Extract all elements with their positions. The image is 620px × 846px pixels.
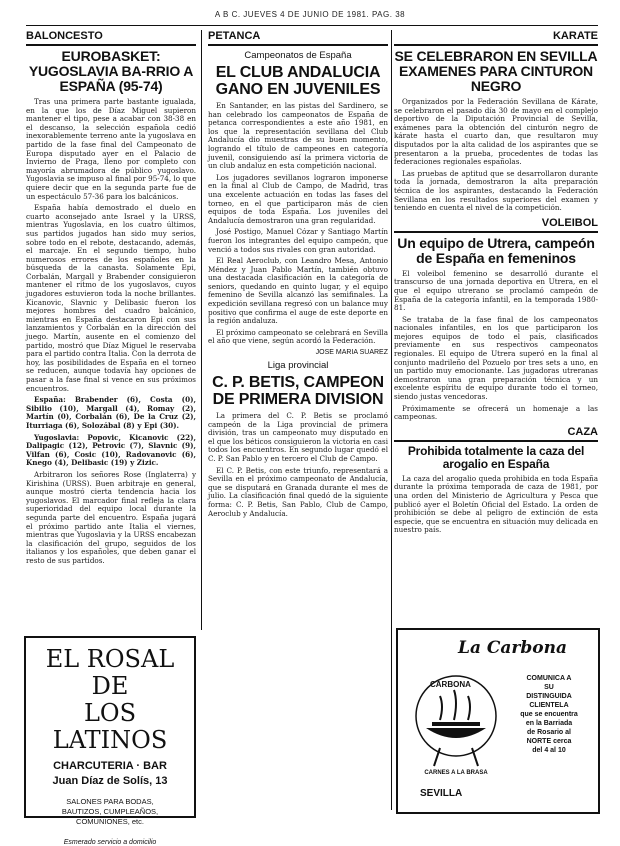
- ad-rosal-business: CHARCUTERIA · BAR: [53, 760, 167, 772]
- headline-cinturon-negro: SE CELEBRARON EN SEVILLA EXAMENES PARA CINTURON NEGRO: [394, 48, 598, 94]
- ad-carbona-city: SEVILLA: [420, 788, 463, 799]
- ad-la-carbona: [396, 628, 600, 814]
- article-lineup-spain: España: Brabender (6), Costa (0), Sibilio (10), Margall (4), Romay (2), Martín (0), Corbalán (6), De la Cruz (2), Iturriaga (6), Solozábal (8) y Epi (30).: [26, 395, 196, 430]
- ad-carbona-line: COMUNICA A: [526, 675, 572, 682]
- article-paragraph: Tras una primera parte bastante igualada, en la que los de Díaz Miguel supieron mantener el tipo, pese a acabar con 38-38 en el descanso, la selección española cedió inexorablemente terreno ante la yugoslava en partido de la fase final del Campeonato de Europa disputado ayer en el Palacio de Invierno de Praga, lleno por completo con mayoría abrumadora de público yugoslavo. Yugoslavia se impuso al final por 95-74, lo que quiere decir que en la segunda parte fue de un espectáculo 57-36 para los balcánicos.: [26, 97, 196, 201]
- article-signature: JOSE MARIA SUAREZ: [315, 349, 388, 357]
- article-paragraph: La caza del arogalio queda prohibida en toda España durante la próxima temporada de caza de 1981, por una orden del Ministerio de Agricultura y Pesca que publicó ayer el Boletín Oficial del Estado. La orden de prohibición se debe al peligro de extinción de esta especie, que se encuentra en situación muy delicada en nuestro país.: [394, 473, 598, 535]
- headline-betis: C. P. BETIS, CAMPEON DE PRIMERA DIVISION: [212, 374, 384, 409]
- ad-carbona-line: que se encuentra: [520, 711, 578, 718]
- grill-emblem-icon: [410, 670, 502, 787]
- ad-rosal-service-line: BAUTIZOS, CUMPLEAÑOS,: [61, 807, 159, 816]
- section-rule: [394, 44, 598, 46]
- ad-carbona-line: SU: [544, 684, 554, 691]
- article-paragraph: Se trataba de la fase final de los campeonatos nacionales infantiles, en los que participaron los mejores equipos de todo el país, clasificados previamente en sus respectivos campeonatos regionales. El equipo de Utrera superó en la final al conjunto madrileño del Pozuelo por tres sets a uno, en un partido muy emocionante. Las jugadoras utreranas demostraron una gran preparación técnica y un excelente espíritu de equipo durante todo el torneo, siendo justas vencedoras.: [394, 314, 598, 402]
- article-paragraph: El próximo campeonato se celebrará en Sevilla el año que viene, según acordó la Federación.: [208, 327, 388, 346]
- section-baloncesto: BALONCESTO: [26, 30, 103, 42]
- section-rule: [394, 440, 598, 442]
- ad-carbona-line: DISTINGUIDA: [526, 693, 572, 700]
- ad-carbona-emblem-text: CARBONA: [430, 680, 471, 689]
- section-rule: [394, 231, 598, 233]
- headline-arogalio: Prohibida totalmente la caza del arogalio en España: [407, 443, 585, 471]
- article-paragraph: Organizados por la Federación Sevillana de Kárate, se celebraron el pasado día 30 de mayo en el complejo deportivo de la Diputación Provincial de Sevilla, exámenes para la obtención del cinturón negro de kárate hasta el cuarto dan, que resultaron muy disputados por la alta calidad de los aspirantes que se presentaron a la prueba, procedentes de todas las federaciones regionales españolas.: [394, 97, 598, 167]
- headline-club-andalucia: EL CLUB ANDALUCIA GANO EN JUVENILES: [215, 64, 381, 98]
- ad-carbona-line: en la Barriada: [525, 720, 573, 727]
- section-rule: [208, 44, 388, 46]
- article-paragraph: Arbitraron los señores Rose (Inglaterra) y Kirishina (URSS). Buen arbitraje en general, aunque mostró cierta tendencia hacia los yugoslavos. El marcador final refleja la clara superioridad del equipo local durante la segunda parte del encuentro. España jugará el próximo partido ante Italia el viernes, mientras que Yugoslavia y la URSS encabezan la clasificación del grupo, seguidos de los italianos y los españoles, que deben ganar el resto de sus partidos.: [26, 469, 196, 565]
- ad-rosal-name-line2: LOS LATINOS: [52, 699, 168, 754]
- ad-carbona-message: [506, 674, 592, 755]
- kicker-liga: Liga provincial: [267, 360, 329, 372]
- article-paragraph: Próximamente se ofrecerá un homenaje a las campeonas.: [394, 403, 598, 422]
- section-voleibol: VOLEIBOL: [541, 216, 598, 229]
- headline-utrera: Un equipo de Utrera, campeón de España en femeninos: [397, 234, 595, 266]
- article-paragraph: Las pruebas de aptitud que se desarrollaron durante toda la jornada, demostraron la alta preparación técnica de los aspirantes, destacando la Federación Sevillana en los resultados superiores del examen y teniendo en cuenta el nivel de la competición.: [394, 168, 598, 213]
- article-paragraph: El Real Aeroclub, con Leandro Mesa, Antonio Méndez y Juan Pablo Martín, también obtuvo una destacada clasificación en la categoría de seniors, quedando en quinto lugar, y el equipo femenino de Sevilla alcanzó las semifinales. La expedición sevillana regresó con un balance muy positivo que confirma el auge de este deporte en la región andaluza.: [208, 256, 388, 326]
- section-rule: [26, 44, 196, 46]
- kicker-campeonatos: Campeonatos de España: [244, 50, 352, 61]
- article-paragraph: En Santander, en las pistas del Sardinero, se han celebrado los campeonatos de España de petanca correspondientes a este año 1981, en los que la representación sevillana del Club Andalucía dio muestras de su buen momento, logrando el título de campeones en categoría juvenil, consiguiendo así la primera victoria de un club andaluz en esta competición nacional.: [208, 101, 388, 171]
- ad-carbona-line: NORTE cerca: [526, 738, 572, 745]
- article-paragraph: El C. P. Betis, con este triunfo, representará a Sevilla en el próximo campeonato de Andalucía, que se disputará en Granada durante el mes de julio. La clasificación final quedó de la siguiente forma: C. P. Betis, San Pablo, Club de Campo, Aeroclub y Andalucía.: [208, 465, 388, 518]
- ad-el-rosal: [24, 636, 196, 846]
- header-rule: [26, 25, 598, 26]
- article-paragraph: El voleibol femenino se desarrolló durante el transcurso de una jornada deportiva en Utrera, en el que el equipo utrerano se proclamó campeón de España de la categoría infantil, en la temporada 1980-81.: [394, 268, 598, 313]
- article-lineup-yugoslavia: Yugoslavia: Popovic, Kicanovic (22), Dalipagic (12), Petrovic (7), Slavnic (9), Vilfan (6), Cosic (10), Radovanovic (6), Knego (4), Delibasic (19) y Zizic.: [26, 432, 196, 468]
- column-right: [394, 30, 598, 538]
- ad-rosal-address: Juan Díaz de Solís, 13: [52, 775, 168, 787]
- page-header: A B C. JUEVES 4 DE JUNIO DE 1981. PAG. 38: [214, 10, 406, 19]
- headline-eurobasket: EUROBASKET: YUGOSLAVIA BA-RRIO A ESPAÑA (95-74): [28, 48, 194, 94]
- section-karate: KARATE: [552, 30, 598, 42]
- ad-rosal-name-line1: EL ROSAL DE: [45, 645, 175, 700]
- ad-carbona-brand: La Carbona: [458, 638, 567, 658]
- article-paragraph: José Postigo, Manuel Cózar y Santiago Martín fueron los integrantes del equipo campeón, que venció a todos sus rivales con gran autoridad.: [208, 227, 388, 254]
- article-paragraph: Los jugadores sevillanos lograron imponerse en la final al Club de Campo, de Madrid, tras una excelente actuación en todas las fases del torneo, en el que participaron más de cien equipos de toda España. Los juveniles del Andalucía demostraron una gran regularidad.: [208, 172, 388, 225]
- ad-rosal-service-line: SALONES PARA BODAS,: [66, 797, 154, 806]
- column-divider-right: [391, 30, 392, 810]
- section-petanca: PETANCA: [208, 30, 261, 42]
- ad-carbona-line: de Rosario al: [527, 729, 571, 736]
- ad-carbona-emblem-sub: CARNES A LA BRASA: [424, 770, 488, 776]
- column-left: [26, 30, 196, 568]
- article-paragraph: La primera del C. P. Betis se proclamó campeón de la Liga provincial de primera división, tras un campeonato muy disputado en el que los béticos consiguieron la victoria en casi todos los encuentros. En segundo lugar quedó el C. P. San Pablo y en tercero el Club de Campo.: [208, 411, 388, 463]
- ad-rosal-service-line: COMUNIONES, etc.: [76, 817, 144, 826]
- ad-rosal-footer: Esmerado servicio a domicilio: [63, 839, 157, 846]
- ad-carbona-line: del 4 al 10: [532, 747, 566, 754]
- ad-carbona-line: CLIENTELA: [529, 702, 569, 709]
- column-divider-left: [201, 30, 202, 630]
- ad-rosal-services: [26, 797, 194, 827]
- article-paragraph: España había demostrado el duelo en cuarto aconsejado ante Israel y la URSS, mientras Yugoslavia, en los cuatro últimos, sus partidos jugados han sido muy serios, sobre todo en el rebote, destacando, además, el marcaje. En el segundo tiempo, hubo numerosos errores de los españoles en la búsqueda de la canasta. Solamente Epi, Corbalán, Margall y Brabender consiguieron mantener el ritmo de los yugoslavos, cuyos jugadores estuvieron toda la noche brillantes. Kicanovic, Slavnic y Delibasic fueron los mejores hombres del cuadro balcánico, mientras en España destacaron Epi con sus lanzamientos y Corbalán en la dirección del juego. Martín, ausente en el comienzo del partido, mostró que Díaz Miguel le reservaba para el partido contra Italia. Con la derrota de hoy, las posibilidades de España en el torneo se reducen, aunque todavía hay opciones de pasar a la fase final si vence en sus próximos encuentros.: [26, 203, 196, 393]
- section-caza: CAZA: [567, 425, 598, 438]
- column-middle: [208, 30, 388, 521]
